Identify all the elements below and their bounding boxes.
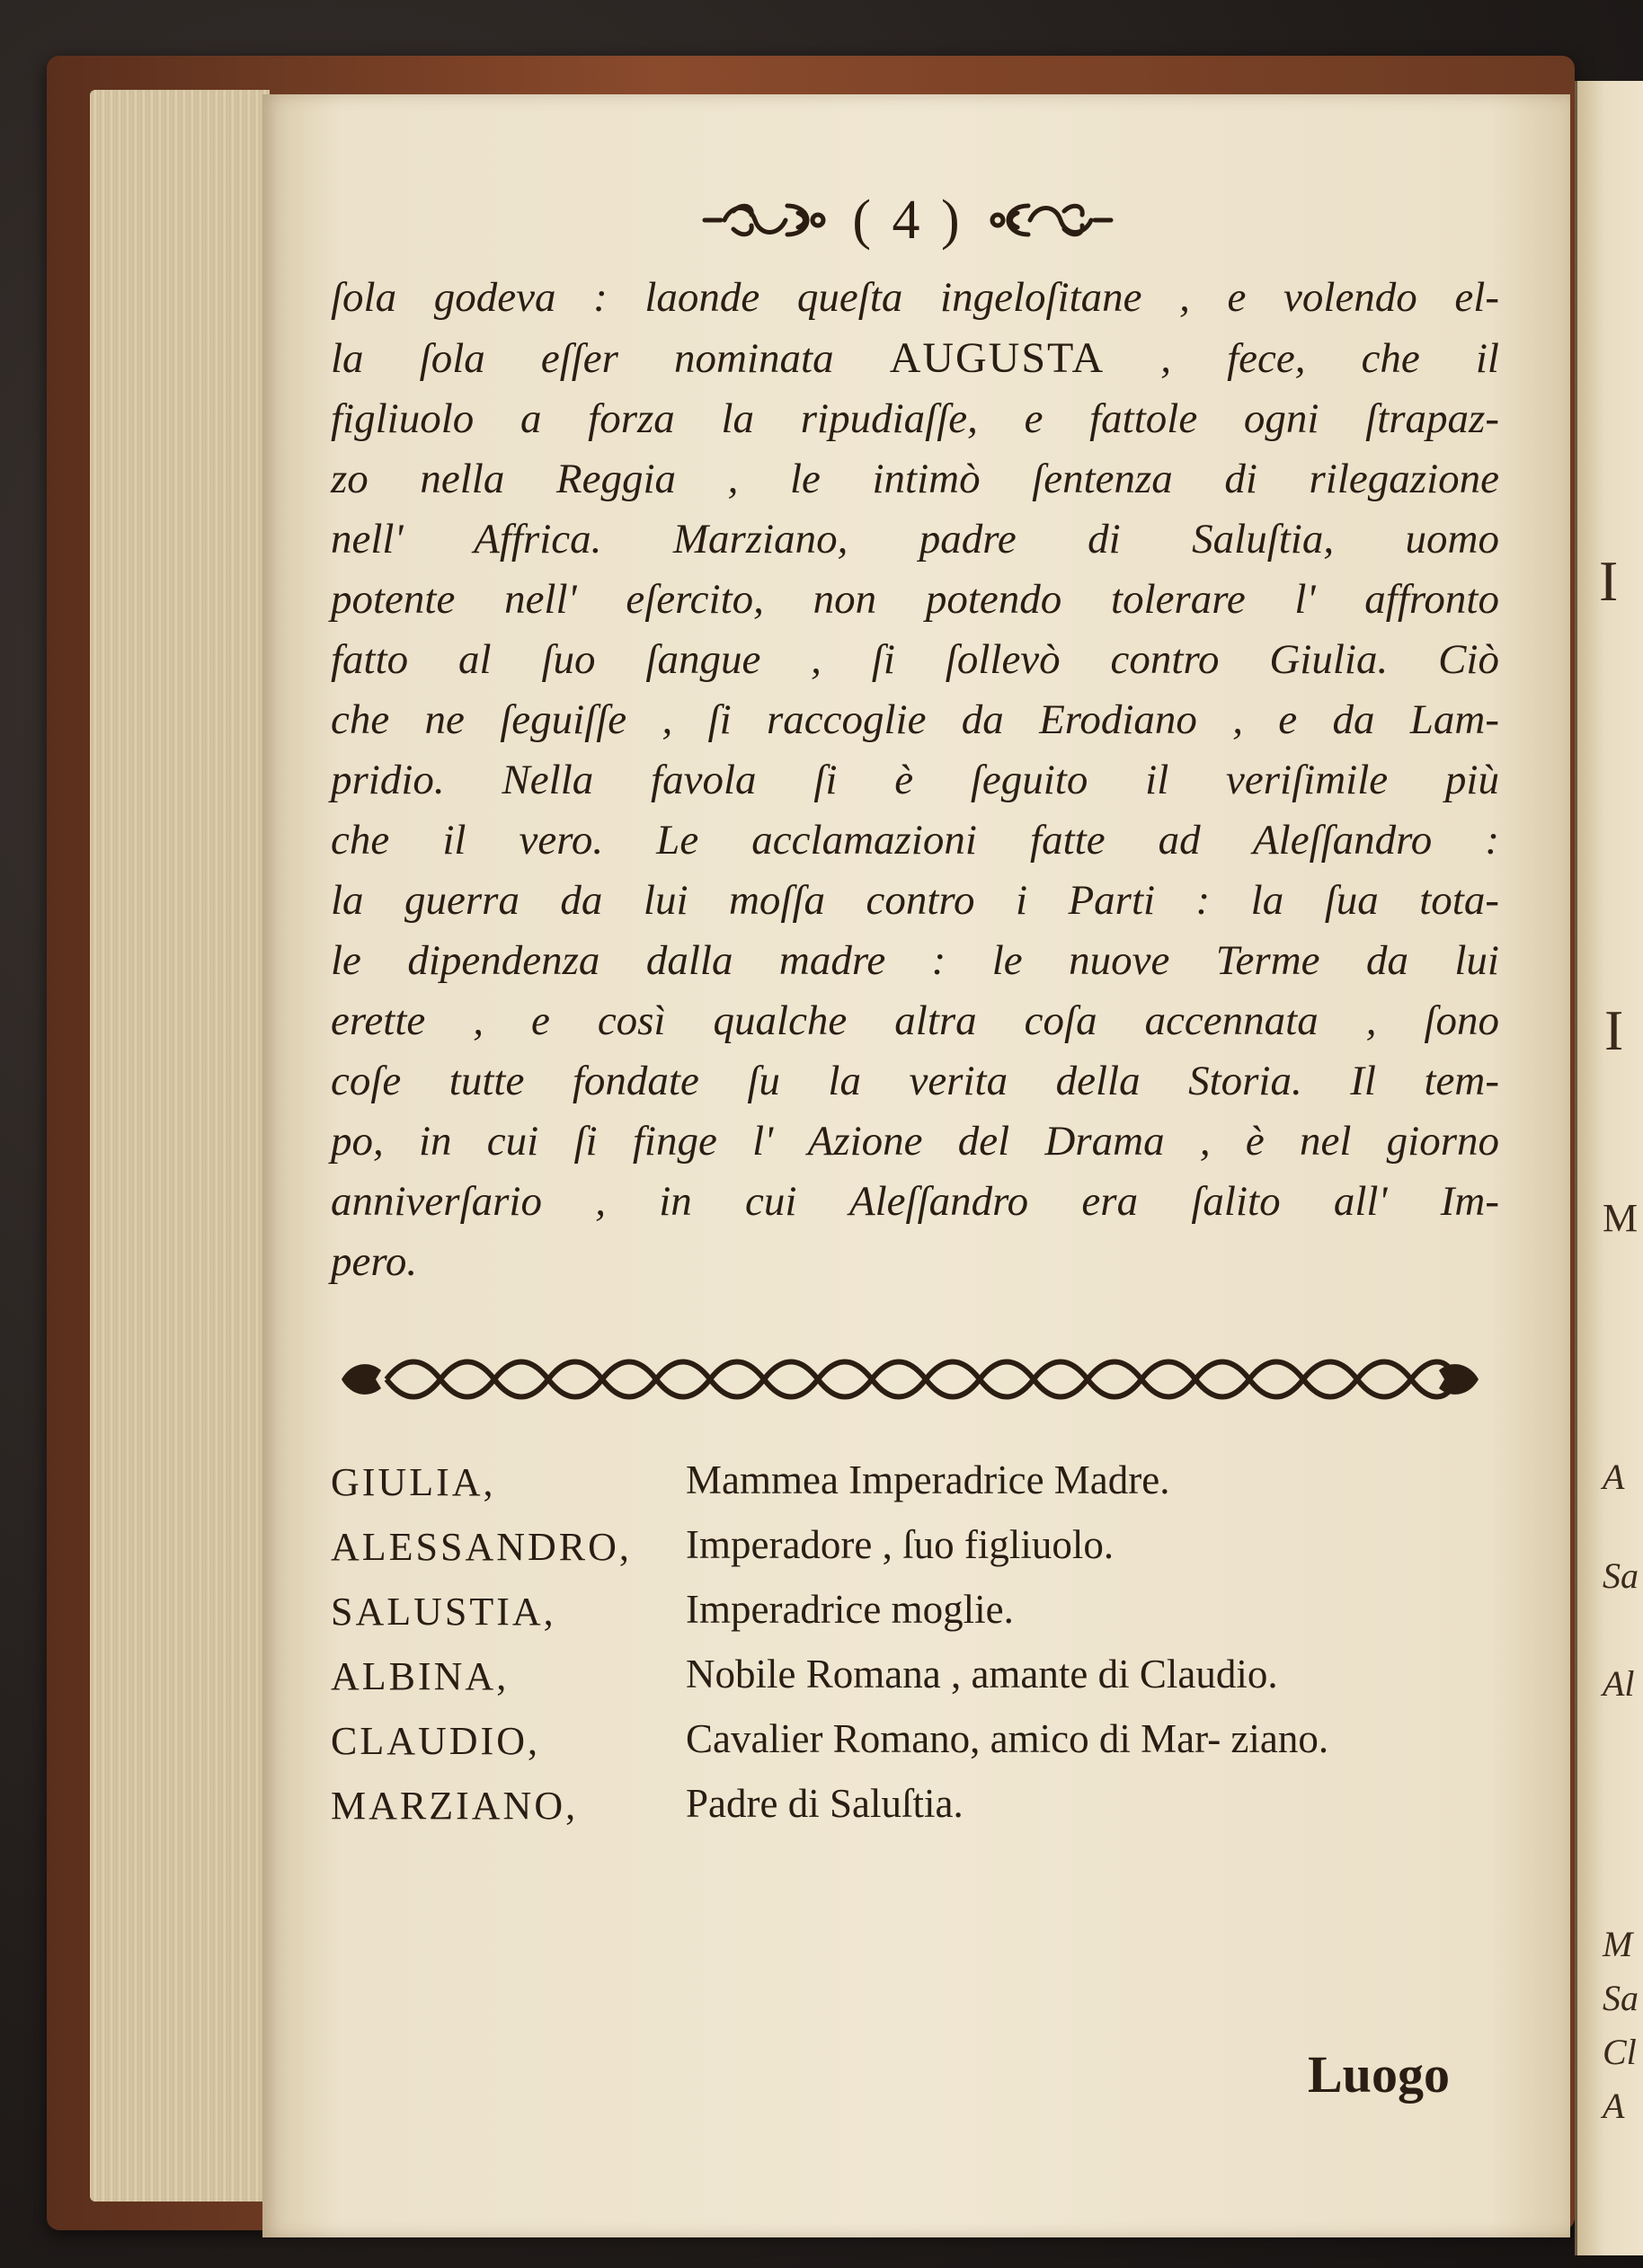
augusta-caps: AUGUSTA — [889, 334, 1106, 382]
text-line: pridio. Nella favola ſi è ſeguito il veriſimile più — [331, 757, 1499, 803]
text-line: che il vero. Le acclamazioni fatte ad Aleſſandro : — [331, 817, 1499, 864]
right-ornament-icon — [983, 193, 1118, 247]
ornamental-divider — [333, 1348, 1488, 1411]
character-role: Mammea Imperadrice Madre. — [686, 1457, 1170, 1502]
character-name: ALBINA, — [331, 1654, 510, 1698]
page-number: ( 4 ) — [852, 189, 964, 251]
text-line: ſola godeva : laonde queſta ingeloſitane , e volendo el- — [331, 274, 1499, 321]
next-page-fragment: M — [1603, 1924, 1633, 1964]
text-line: potente nell' eſercito, non potendo tolerare l' affronto — [331, 576, 1499, 623]
next-page-fragment: A — [1603, 2086, 1625, 2126]
character-name: MARZIANO, — [331, 1784, 579, 1828]
next-page-fragment: Al — [1603, 1663, 1635, 1704]
cast-row — [331, 1714, 1517, 1768]
text-line: coſe tutte fondate ſu la verita della Storia. Il tem- — [331, 1058, 1499, 1104]
cast-row — [331, 1585, 1517, 1639]
page-edges — [90, 90, 270, 2202]
cast-list — [331, 1456, 1517, 1844]
character-role: Imperadore , ſuo figliuolo. — [686, 1522, 1115, 1567]
text-line: nell' Affrica. Marziano, padre di Saluſtia, uomo — [331, 516, 1499, 563]
left-ornament-icon — [697, 193, 832, 247]
next-page-fragment: Sa — [1603, 1978, 1639, 2018]
next-page-fragment: A — [1603, 1457, 1625, 1497]
next-page-fragment: I — [1599, 549, 1619, 613]
next-page-fragment: M — [1603, 1196, 1639, 1240]
character-role: Nobile Romana , amante di Claudio. — [686, 1652, 1278, 1697]
next-page-fragment: Sa — [1603, 1555, 1639, 1596]
character-name: ALESSANDRO, — [331, 1525, 632, 1569]
next-page-strip — [1575, 81, 1643, 2255]
next-page-fragment: I — [1604, 998, 1624, 1062]
text-line: le dipendenza dalla madre : le nuove Terme da lui — [331, 937, 1499, 984]
text-line: zo nella Reggia , le intimò ſentenza di rilegazione — [331, 456, 1499, 502]
next-page-fragment: Cl — [1603, 2032, 1637, 2072]
catchword: Luogo — [1308, 2045, 1450, 2104]
cast-row — [331, 1650, 1517, 1704]
text-line: figliuolo a forza la ripudiaſſe, e fattole ogni ſtrapaz- — [331, 395, 1499, 442]
character-name: SALUSTIA, — [331, 1590, 556, 1634]
body-text — [331, 268, 1499, 1292]
text-line: la ſola eſſer nominata AUGUSTA , fece, che il — [331, 334, 1499, 382]
page-header — [692, 180, 1123, 261]
text-line: che ne ſeguiſſe , ſi raccoglie da Erodiano , e da Lam- — [331, 696, 1499, 743]
cast-row — [331, 1456, 1517, 1510]
cast-row — [331, 1520, 1517, 1574]
character-name: GIULIA, — [331, 1460, 496, 1504]
character-role: Padre di Saluſtia. — [686, 1781, 964, 1826]
character-role: Imperadrice moglie. — [686, 1587, 1014, 1632]
text-line: erette , e così qualche altra coſa accennata , ſono — [331, 997, 1499, 1044]
text-line: la guerra da lui moſſa contro i Parti : la ſua tota- — [331, 877, 1499, 924]
character-name: CLAUDIO, — [331, 1719, 540, 1763]
text-line: fatto al ſuo ſangue , ſi ſollevò contro Giulia. Ciò — [331, 636, 1499, 683]
cast-row — [331, 1779, 1517, 1833]
text-line: anniverſario , in cui Aleſſandro era ſalito all' Im- — [331, 1178, 1499, 1225]
character-role: Cavalier Romano, amico di Mar- ziano. — [686, 1716, 1329, 1761]
text-line: po, in cui ſi finge l' Azione del Drama , è nel giorno — [331, 1118, 1499, 1165]
text-line: pero. — [331, 1238, 418, 1285]
